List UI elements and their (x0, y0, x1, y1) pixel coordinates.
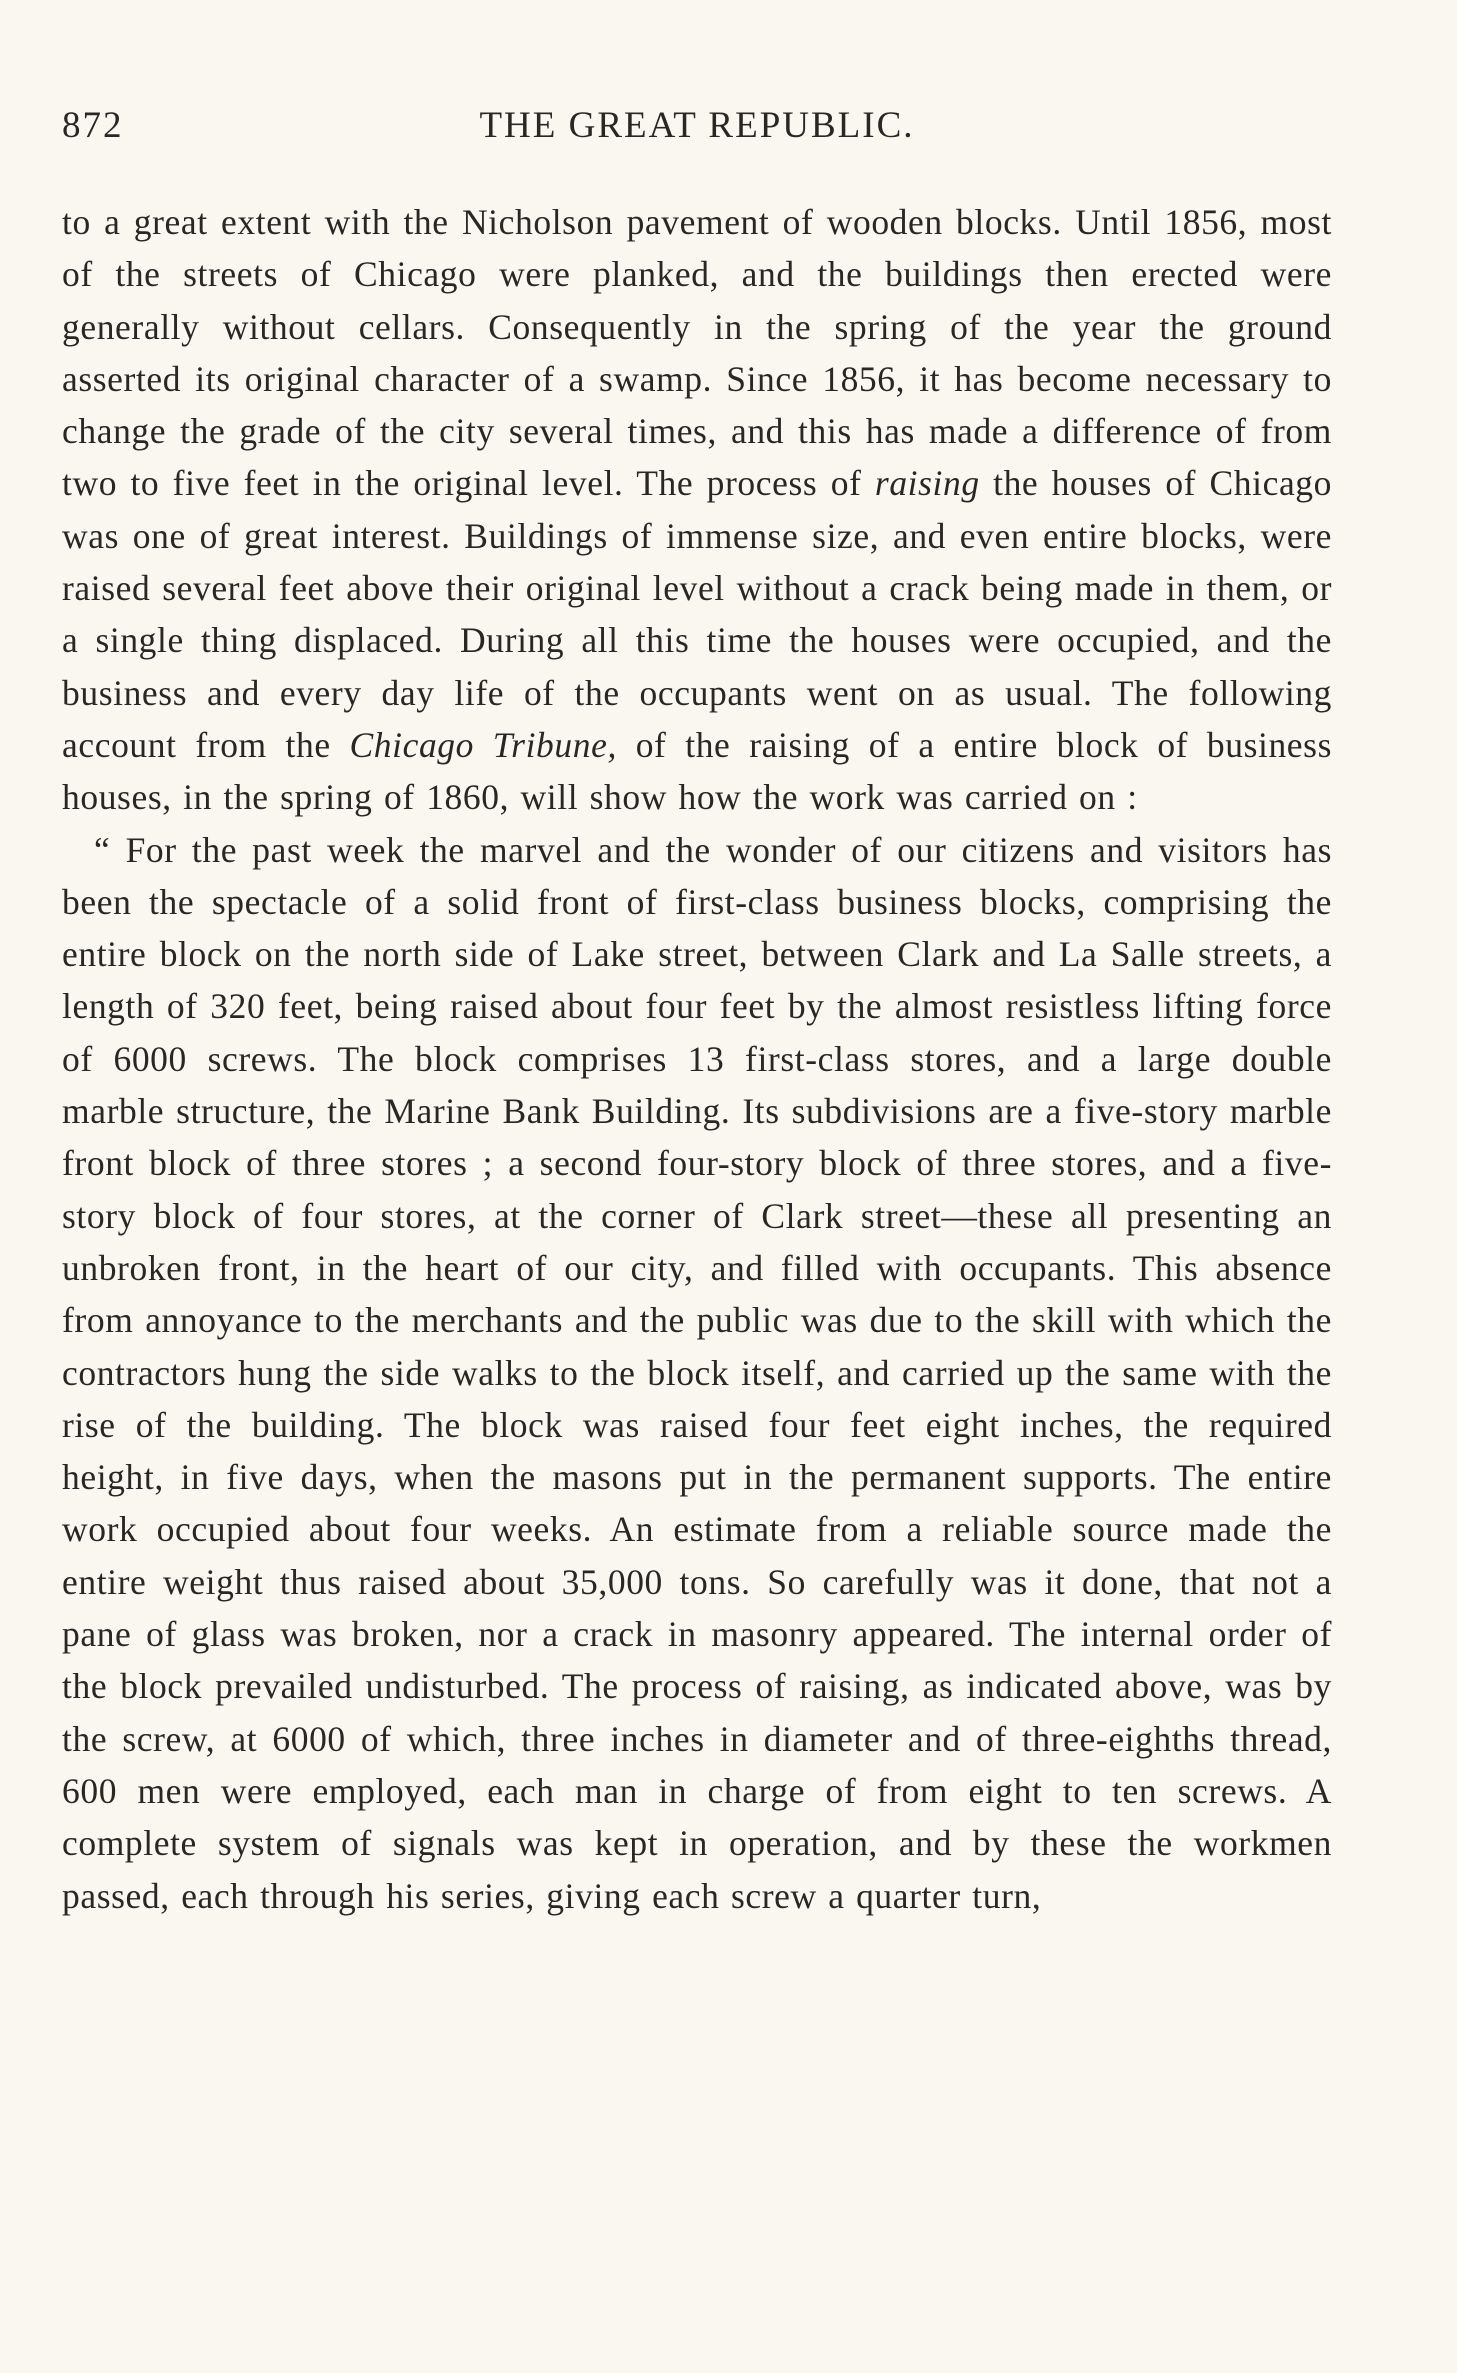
paragraph-intro-part-1: to a great extent with the Nicholson pavement of wooden blocks. Until 1856, most of the streets of Chicago were planked, and the buildings then erected were generally without cellars. Consequently in the spring of the year the ground asserted its original character of a swamp. Since 1856, it has become necessary to change the grade of the city several times, and this has made a difference of from two to five feet in the original level. The process of (62, 202, 1332, 504)
paragraph-intro (62, 196, 1332, 824)
paragraph-quote: “ For the past week the marvel and the wonder of our citizens and visitors has been the spectacle of a solid front of first-class business blocks, comprising the entire block on the north side of Lake street, between Clark and La Salle streets, a length of 320 feet, being raised about four feet by the almost resistless lifting force of 6000 screws. The block comprises 13 first-class stores, and a large double marble structure, the Marine Bank Building. Its subdivisions are a five-story marble front block of three stores ; a second four-story block of three stores, and a five-story block of four stores, at the corner of Clark street—these all presenting an unbroken front, in the heart of our city, and filled with occupants. This absence from annoyance to the merchants and the public was due to the skill with which the contractors hung the side walks to the block itself, and carried up the same with the rise of the building. The block was raised four feet eight inches, the required height, in five days, when the masons put in the permanent supports. The entire work occupied about four weeks. An estimate from a reliable source made the entire weight thus raised about 35,000 tons. So carefully was it done, that not a pane of glass was broken, nor a crack in masonry appeared. The internal order of the block prevailed undisturbed. The process of raising, as indicated above, was by the screw, at 6000 of which, three inches in diameter and of three-eighths thread, 600 men were employed, each man in charge of from eight to ten screws. A complete system of signals was kept in operation, and by these the workmen passed, each through his series, giving each screw a quarter turn, (62, 829, 1332, 1916)
paragraph-intro-part-3: of the raising of a entire block of business houses, in the spring of 1860, will show how the work was carried on : (62, 724, 1332, 818)
page-header (62, 104, 1332, 154)
italic-chicago-tribune: Chicago Tribune, (349, 724, 617, 765)
body-text (62, 196, 1332, 1922)
running-title: THE GREAT REPUBLIC. (479, 105, 915, 146)
italic-raising: raising (874, 463, 980, 504)
paragraph-intro-part-2: the houses of Chicago was one of great interest. Buildings of immense size, and even entire blocks, were raised several feet above their original level without a crack being made in them, or a single thing displaced. During all this time the houses were occupied, and the business and every day life of the occupants went on as usual. The following account from the (62, 463, 1332, 765)
page-number: 872 (62, 105, 124, 146)
